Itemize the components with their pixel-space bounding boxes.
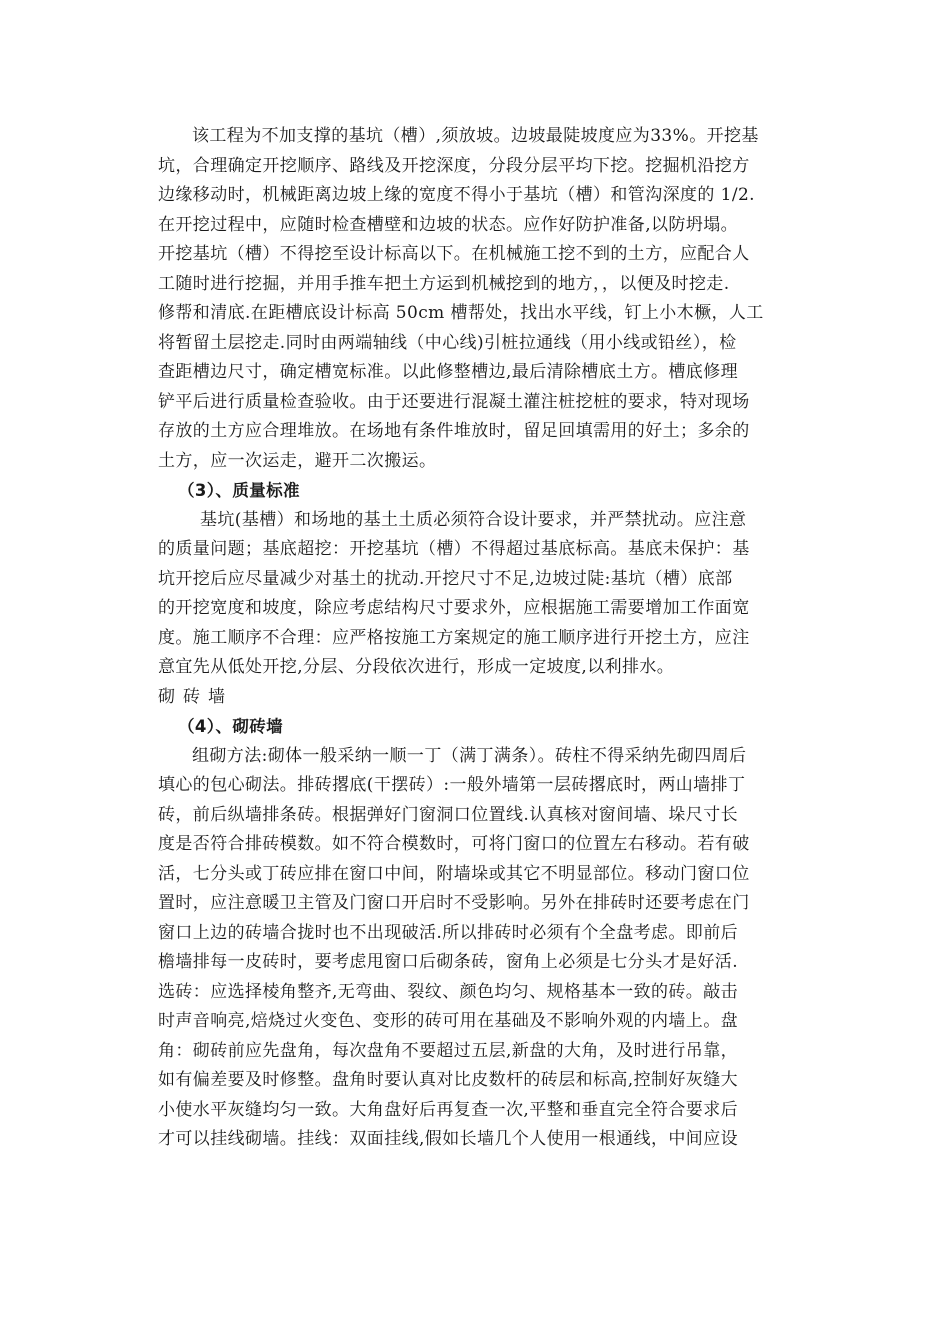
paragraph-line: 意宜先从低处开挖,分层、分段依次进行，形成一定坡度,以利排水。: [158, 657, 675, 677]
brick-wall-heading: （4）、砌砖墙: [178, 717, 284, 736]
paragraph-line: 铲平后进行质量检查验收。由于还要进行混凝土灌注桩挖桩的要求，特对现场: [158, 391, 750, 412]
paragraph-line: 才可以挂线砌墙。挂线：双面挂线,假如长墙几个人使用一根通线，中间应设: [158, 1129, 739, 1149]
paragraph-line: 度是否符合排砖模数。如不符合模数时，可将门窗口的位置左右移动。若有破: [158, 834, 750, 854]
paragraph-line: 小使水平灰缝均匀一致。大角盘好后再复查一次,平整和垂直完全符合要求后: [158, 1099, 739, 1120]
brick-wall-subject-title: 砌砖墙: [158, 686, 233, 707]
paragraph-line: 度。施工顺序不合理：应严格按施工方案规定的施工顺序进行开挖土方，应注: [158, 627, 750, 648]
brick-wall-paragraph: [158, 742, 818, 1155]
paragraph-line: 工随时进行挖掘，并用手推车把土方运到机械挖到的地方，，以便及时挖走.: [158, 273, 730, 294]
paragraph-line: 时声音响亮,焙烧过火变色、变形的砖可用在基础及不影响外观的内墙上。盘: [158, 1011, 739, 1031]
quality-standard-heading: （3）、质量标准: [178, 481, 300, 500]
paragraph-line: 选砖：应选择棱角整齐,无弯曲、裂纹、颜色均匀、规格基本一致的砖。敲击: [158, 981, 739, 1002]
paragraph-line: 活，七分头或丁砖应排在窗口中间，附墙垛或其它不明显部位。移动门窗口位: [158, 863, 750, 884]
paragraph-line: 窗口上边的砖墙合拢时也不出现破活.所以排砖时必须有个全盘考虑。即前后: [158, 922, 739, 943]
paragraph-line: 查距槽边尺寸，确定槽宽标准。以此修整槽边,最后清除槽底土方。槽底修理: [158, 362, 739, 382]
paragraph-line: 如有偏差要及时修整。盘角时要认真对比皮数杆的砖层和标高,控制好灰缝大: [158, 1070, 739, 1090]
paragraph-line: 将暂留土层挖走.同时由两端轴线（中心线)引桩拉通线（用小线或铅丝），检: [158, 332, 737, 353]
paragraph-line: 檐墙排每一皮砖时，要考虑甩窗口后砌条砖，窗角上必须是七分头才是好活.: [158, 952, 739, 972]
paragraph-line: 存放的土方应合理堆放。在场地有条件堆放时，留足回填需用的好土；多余的: [158, 421, 750, 441]
paragraph-line: 的开挖宽度和坡度，除应考虑结构尺寸要求外，应根据施工需要增加工作面宽: [158, 598, 750, 618]
paragraph-line: 砖，前后纵墙排条砖。根据弹好门窗洞口位置线.认真核对窗间墙、垛尺寸长: [158, 804, 739, 825]
excavation-paragraph: [158, 122, 818, 476]
paragraph-line: 的质量问题；基底超挖：开挖基坑（槽）不得超过基底标高。基底未保护：基: [158, 539, 750, 559]
paragraph-line: 组砌方法:砌体一般采纳一顺一丁（满丁满条）。砖柱不得采纳先砌四周后: [192, 745, 747, 766]
paragraph-line: 修帮和清底.在距槽底设计标高 50cm 槽帮处，找出水平线，钉上小木橛，人工: [158, 303, 764, 323]
paragraph-line: 坑，合理确定开挖顺序、路线及开挖深度，分段分层平均下挖。挖掘机沿挖方: [158, 155, 750, 176]
paragraph-line: 开挖基坑（槽）不得挖至设计标高以下。在机械施工挖不到的土方，应配合人: [158, 244, 750, 264]
paragraph-line: 置时，应注意暖卫主管及门窗口开启时不受影响。另外在排砖时还要考虑在门: [158, 893, 750, 913]
paragraph-line: 土方，应一次运走，避开二次搬运。: [158, 450, 437, 471]
document-body: [158, 122, 818, 1155]
paragraph-line: 坑开挖后应尽量减少对基土的扰动.开挖尺寸不足,边坡过陡:基坑（槽）底部: [158, 568, 733, 589]
paragraph-line: 填心的包心砌法。排砖撂底(干摆砖）:一般外墙第一层砖撂底时，两山墙排丁: [158, 775, 746, 795]
paragraph-line: 角：砌砖前应先盘角，每次盘角不要超过五层,新盘的大角，及时进行吊靠，: [158, 1040, 739, 1061]
paragraph-line: 该工程为不加支撑的基坑（槽）,须放坡。边坡最陡坡度应为33%。开挖基: [192, 126, 759, 146]
paragraph-line: 边缘移动时，机械距离边坡上缘的宽度不得小于基坑（槽）和管沟深度的 1/2.: [158, 185, 755, 205]
quality-standard-paragraph: [158, 506, 818, 683]
paragraph-line: 基坑(基槽）和场地的基土土质必须符合设计要求，并严禁扰动。应注意: [200, 509, 747, 530]
paragraph-line: 在开挖过程中，应随时检查槽壁和边坡的状态。应作好防护准备,以防坍塌。: [158, 214, 739, 235]
